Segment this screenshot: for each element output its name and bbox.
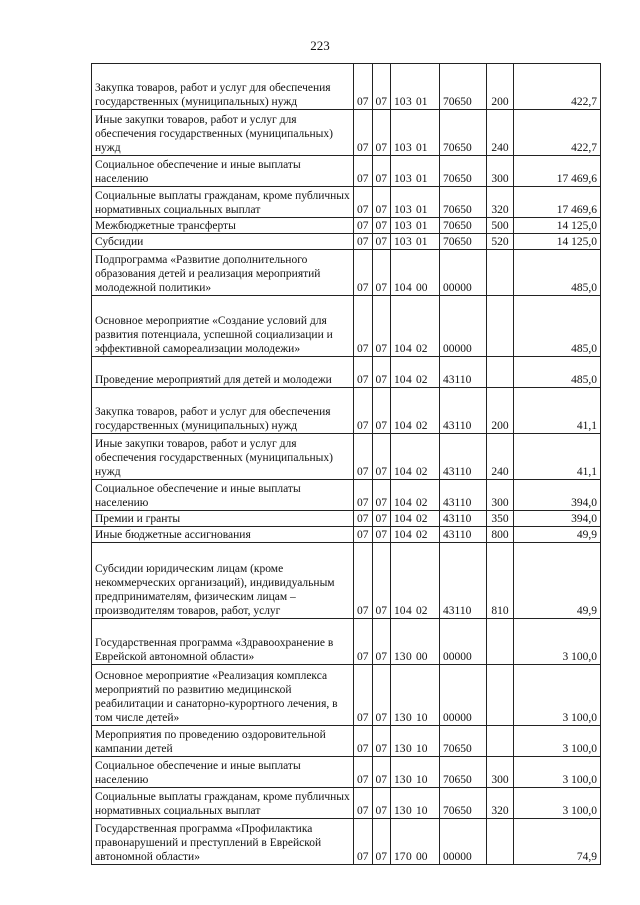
target-article-code xyxy=(391,218,440,234)
direction-code: 70650 xyxy=(440,187,487,218)
expense-type-code xyxy=(487,250,514,296)
section-code: 07 xyxy=(354,788,373,819)
table-row xyxy=(92,187,601,218)
subsection-code: 07 xyxy=(372,64,391,110)
expense-type-code xyxy=(487,357,514,388)
direction-code: 70650 xyxy=(440,726,487,757)
direction-code: 00000 xyxy=(440,819,487,865)
subsection-code: 07 xyxy=(372,819,391,865)
direction-code: 43110 xyxy=(440,511,487,527)
target-article-code xyxy=(391,480,440,511)
target-article-part: 02 xyxy=(416,605,428,617)
expense-type-code: 240 xyxy=(487,434,514,480)
expense-type-code: 800 xyxy=(487,527,514,543)
item-name: Подпрограмма «Развитие дополнительного образования детей и реализация мероприятий молодежной политики» xyxy=(92,250,354,296)
target-article-code xyxy=(391,64,440,110)
target-article-code xyxy=(391,434,440,480)
section-code: 07 xyxy=(354,819,373,865)
item-name: Межбюджетные трансферты xyxy=(92,218,354,234)
direction-code: 00000 xyxy=(440,619,487,665)
subsection-code: 07 xyxy=(372,187,391,218)
amount: 3 100,0 xyxy=(514,619,601,665)
target-article-part: 0 xyxy=(406,851,412,863)
expense-type-code: 300 xyxy=(487,757,514,788)
target-article-code xyxy=(391,511,440,527)
expense-type-code xyxy=(487,665,514,726)
item-name: Иные бюджетные ассигнования xyxy=(92,527,354,543)
subsection-code: 07 xyxy=(372,757,391,788)
target-article-code xyxy=(391,234,440,250)
amount: 3 100,0 xyxy=(514,665,601,726)
direction-code: 00000 xyxy=(440,250,487,296)
section-code: 07 xyxy=(354,64,373,110)
target-article-part: 3 xyxy=(406,173,412,185)
target-article-part: 4 xyxy=(406,497,412,509)
table-row xyxy=(92,726,601,757)
expense-type-code: 240 xyxy=(487,110,514,156)
item-name: Основное мероприятие «Реализация комплекса мероприятий по развитию медицинской реабилитации и санаторно-курортного лечения, в том числе детей» xyxy=(92,665,354,726)
target-article-part: 01 xyxy=(416,96,428,108)
amount: 485,0 xyxy=(514,250,601,296)
target-article-part: 02 xyxy=(416,343,428,355)
target-article-part: 02 xyxy=(416,420,428,432)
direction-code: 43110 xyxy=(440,434,487,480)
section-code: 07 xyxy=(354,543,373,619)
amount: 3 100,0 xyxy=(514,788,601,819)
target-article-part: 02 xyxy=(416,513,428,525)
direction-code: 70650 xyxy=(440,234,487,250)
section-code: 07 xyxy=(354,480,373,511)
target-article-code xyxy=(391,619,440,665)
target-article-part: 10 xyxy=(394,236,406,248)
expense-type-code xyxy=(487,819,514,865)
target-article-part: 10 xyxy=(394,142,406,154)
target-article-code xyxy=(391,726,440,757)
amount: 422,7 xyxy=(514,64,601,110)
table-row xyxy=(92,156,601,187)
target-article-code xyxy=(391,250,440,296)
direction-code: 70650 xyxy=(440,156,487,187)
budget-table xyxy=(91,63,601,865)
table-row xyxy=(92,434,601,480)
target-article-part: 3 xyxy=(406,142,412,154)
expense-type-code xyxy=(487,619,514,665)
section-code: 07 xyxy=(354,511,373,527)
section-code: 07 xyxy=(354,757,373,788)
expense-type-code: 320 xyxy=(487,187,514,218)
section-code: 07 xyxy=(354,388,373,434)
direction-code: 43110 xyxy=(440,357,487,388)
target-article-part: 02 xyxy=(416,497,428,509)
amount: 3 100,0 xyxy=(514,726,601,757)
target-article-part: 10 xyxy=(394,343,406,355)
target-article-part: 10 xyxy=(394,529,406,541)
target-article-part: 01 xyxy=(416,236,428,248)
target-article-code xyxy=(391,187,440,218)
target-article-part: 3 xyxy=(406,96,412,108)
item-name: Иные закупки товаров, работ и услуг для обеспечения государственных (муниципальных) нужд xyxy=(92,110,354,156)
target-article-code xyxy=(391,757,440,788)
target-article-part: 4 xyxy=(406,282,412,294)
target-article-code xyxy=(391,296,440,357)
table-row xyxy=(92,819,601,865)
target-article-part: 00 xyxy=(416,282,428,294)
item-name: Социальное обеспечение и иные выплаты населению xyxy=(92,156,354,187)
section-code: 07 xyxy=(354,665,373,726)
target-article-code xyxy=(391,788,440,819)
target-article-code xyxy=(391,388,440,434)
target-article-part: 10 xyxy=(394,96,406,108)
section-code: 07 xyxy=(354,527,373,543)
target-article-part: 10 xyxy=(416,743,428,755)
subsection-code: 07 xyxy=(372,480,391,511)
table-row xyxy=(92,296,601,357)
table-row xyxy=(92,543,601,619)
target-article-part: 10 xyxy=(394,466,406,478)
expense-type-code: 500 xyxy=(487,218,514,234)
direction-code: 43110 xyxy=(440,480,487,511)
table-row xyxy=(92,527,601,543)
amount: 74,9 xyxy=(514,819,601,865)
section-code: 07 xyxy=(354,357,373,388)
subsection-code: 07 xyxy=(372,527,391,543)
item-name: Проведение мероприятий для детей и молодежи xyxy=(92,357,354,388)
target-article-code xyxy=(391,819,440,865)
target-article-part: 01 xyxy=(416,220,428,232)
direction-code: 43110 xyxy=(440,527,487,543)
target-article-part: 3 xyxy=(406,204,412,216)
target-article-code xyxy=(391,110,440,156)
expense-type-code xyxy=(487,296,514,357)
subsection-code: 07 xyxy=(372,218,391,234)
amount: 14 125,0 xyxy=(514,234,601,250)
expense-type-code: 300 xyxy=(487,480,514,511)
target-article-part: 4 xyxy=(406,374,412,386)
table-row xyxy=(92,234,601,250)
target-article-code xyxy=(391,527,440,543)
section-code: 07 xyxy=(354,187,373,218)
target-article-part: 3 xyxy=(406,236,412,248)
table-row xyxy=(92,388,601,434)
target-article-part: 13 xyxy=(394,651,406,663)
expense-type-code: 200 xyxy=(487,64,514,110)
amount: 41,1 xyxy=(514,388,601,434)
subsection-code: 07 xyxy=(372,357,391,388)
item-name: Премии и гранты xyxy=(92,511,354,527)
item-name: Государственная программа «Здравоохранение в Еврейской автономной области» xyxy=(92,619,354,665)
section-code: 07 xyxy=(354,726,373,757)
table-row xyxy=(92,480,601,511)
section-code: 07 xyxy=(354,156,373,187)
item-name: Социальные выплаты гражданам, кроме публичных нормативных социальных выплат xyxy=(92,187,354,218)
subsection-code: 07 xyxy=(372,250,391,296)
subsection-code: 07 xyxy=(372,511,391,527)
target-article-part: 10 xyxy=(394,513,406,525)
table-row xyxy=(92,619,601,665)
amount: 41,1 xyxy=(514,434,601,480)
target-article-part: 17 xyxy=(394,851,406,863)
subsection-code: 07 xyxy=(372,434,391,480)
expense-type-code: 300 xyxy=(487,156,514,187)
target-article-part: 10 xyxy=(394,282,406,294)
section-code: 07 xyxy=(354,234,373,250)
target-article-part: 01 xyxy=(416,204,428,216)
direction-code: 43110 xyxy=(440,543,487,619)
subsection-code: 07 xyxy=(372,156,391,187)
target-article-part: 02 xyxy=(416,374,428,386)
target-article-part: 3 xyxy=(406,220,412,232)
target-article-part: 4 xyxy=(406,529,412,541)
amount: 394,0 xyxy=(514,511,601,527)
amount: 17 469,6 xyxy=(514,187,601,218)
budget-table-body xyxy=(92,64,601,865)
section-code: 07 xyxy=(354,296,373,357)
expense-type-code: 810 xyxy=(487,543,514,619)
item-name: Субсидии xyxy=(92,234,354,250)
direction-code: 00000 xyxy=(440,665,487,726)
table-row xyxy=(92,665,601,726)
target-article-part: 0 xyxy=(406,743,412,755)
section-code: 07 xyxy=(354,110,373,156)
target-article-part: 02 xyxy=(416,529,428,541)
table-row xyxy=(92,511,601,527)
target-article-part: 4 xyxy=(406,466,412,478)
target-article-part: 10 xyxy=(416,712,428,724)
target-article-part: 10 xyxy=(394,220,406,232)
target-article-part: 10 xyxy=(394,420,406,432)
expense-type-code: 320 xyxy=(487,788,514,819)
amount: 394,0 xyxy=(514,480,601,511)
item-name: Иные закупки товаров, работ и услуг для обеспечения государственных (муниципальных) нужд xyxy=(92,434,354,480)
amount: 422,7 xyxy=(514,110,601,156)
target-article-part: 13 xyxy=(394,743,406,755)
subsection-code: 07 xyxy=(372,788,391,819)
direction-code: 70650 xyxy=(440,218,487,234)
subsection-code: 07 xyxy=(372,619,391,665)
target-article-code xyxy=(391,543,440,619)
expense-type-code: 200 xyxy=(487,388,514,434)
direction-code: 70650 xyxy=(440,64,487,110)
target-article-part: 0 xyxy=(406,712,412,724)
target-article-code xyxy=(391,156,440,187)
expense-type-code xyxy=(487,726,514,757)
direction-code: 70650 xyxy=(440,757,487,788)
table-row xyxy=(92,250,601,296)
target-article-part: 10 xyxy=(394,204,406,216)
table-row xyxy=(92,218,601,234)
table-row xyxy=(92,357,601,388)
subsection-code: 07 xyxy=(372,110,391,156)
target-article-code xyxy=(391,357,440,388)
item-name: Социальное обеспечение и иные выплаты населению xyxy=(92,757,354,788)
item-name: Социальное обеспечение и иные выплаты населению xyxy=(92,480,354,511)
item-name: Закупка товаров, работ и услуг для обеспечения государственных (муниципальных) нужд xyxy=(92,388,354,434)
target-article-part: 0 xyxy=(406,805,412,817)
target-article-part: 4 xyxy=(406,343,412,355)
amount: 14 125,0 xyxy=(514,218,601,234)
subsection-code: 07 xyxy=(372,388,391,434)
item-name: Основное мероприятие «Создание условий для развития потенциала, успешной социализации и эффективной самореализации молодежи» xyxy=(92,296,354,357)
amount: 485,0 xyxy=(514,357,601,388)
target-article-part: 00 xyxy=(416,851,428,863)
target-article-part: 0 xyxy=(406,651,412,663)
subsection-code: 07 xyxy=(372,543,391,619)
item-name: Социальные выплаты гражданам, кроме публичных нормативных социальных выплат xyxy=(92,788,354,819)
target-article-part: 10 xyxy=(394,374,406,386)
target-article-part: 4 xyxy=(406,420,412,432)
target-article-part: 02 xyxy=(416,466,428,478)
target-article-part: 10 xyxy=(416,805,428,817)
subsection-code: 07 xyxy=(372,726,391,757)
direction-code: 70650 xyxy=(440,110,487,156)
section-code: 07 xyxy=(354,434,373,480)
subsection-code: 07 xyxy=(372,665,391,726)
amount: 49,9 xyxy=(514,543,601,619)
target-article-part: 13 xyxy=(394,805,406,817)
amount: 3 100,0 xyxy=(514,757,601,788)
target-article-part: 00 xyxy=(416,651,428,663)
item-name: Субсидии юридическим лицам (кроме некоммерческих организаций), индивидуальным предпринимателям, физическим лицам – производителям товаров, работ, услуг xyxy=(92,543,354,619)
target-article-part: 4 xyxy=(406,513,412,525)
table-row xyxy=(92,64,601,110)
table-row xyxy=(92,788,601,819)
page-number: 223 xyxy=(310,38,330,53)
expense-type-code: 350 xyxy=(487,511,514,527)
subsection-code: 07 xyxy=(372,296,391,357)
target-article-part: 13 xyxy=(394,712,406,724)
item-name: Мероприятия по проведению оздоровительной кампании детей xyxy=(92,726,354,757)
amount: 485,0 xyxy=(514,296,601,357)
direction-code: 70650 xyxy=(440,788,487,819)
target-article-part: 4 xyxy=(406,605,412,617)
subsection-code: 07 xyxy=(372,234,391,250)
target-article-part: 10 xyxy=(394,497,406,509)
table-row xyxy=(92,110,601,156)
table-row xyxy=(92,757,601,788)
section-code: 07 xyxy=(354,619,373,665)
amount: 17 469,6 xyxy=(514,156,601,187)
expense-type-code: 520 xyxy=(487,234,514,250)
item-name: Государственная программа «Профилактика правонарушений и преступлений в Еврейской автономной области» xyxy=(92,819,354,865)
direction-code: 00000 xyxy=(440,296,487,357)
target-article-part: 01 xyxy=(416,173,428,185)
amount: 49,9 xyxy=(514,527,601,543)
section-code: 07 xyxy=(354,250,373,296)
target-article-part: 10 xyxy=(394,173,406,185)
target-article-part: 10 xyxy=(394,605,406,617)
target-article-part: 13 xyxy=(394,774,406,786)
target-article-code xyxy=(391,665,440,726)
target-article-part: 0 xyxy=(406,774,412,786)
direction-code: 43110 xyxy=(440,388,487,434)
section-code: 07 xyxy=(354,218,373,234)
target-article-part: 01 xyxy=(416,142,428,154)
item-name: Закупка товаров, работ и услуг для обеспечения государственных (муниципальных) нужд xyxy=(92,64,354,110)
target-article-part: 10 xyxy=(416,774,428,786)
